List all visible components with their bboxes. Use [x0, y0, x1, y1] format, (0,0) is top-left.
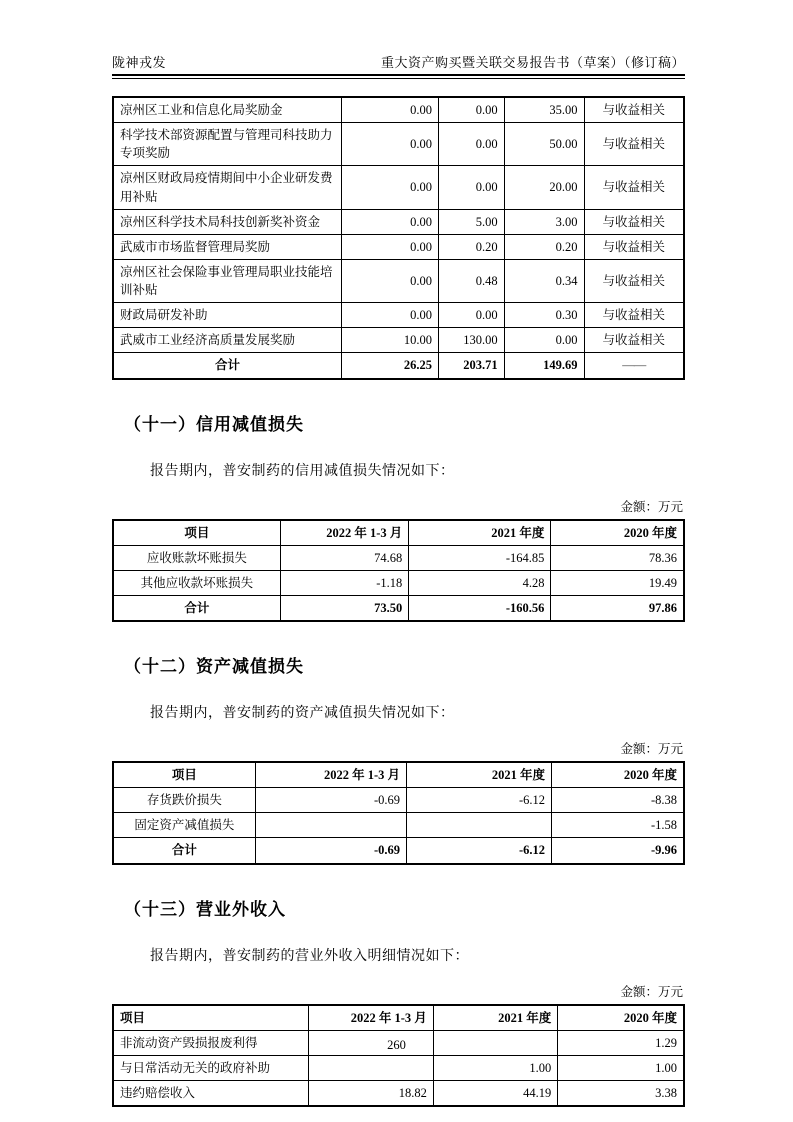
table-cell: 73.50	[280, 595, 408, 621]
table-cell: 财政局研发补助	[113, 303, 341, 328]
table-cell: 97.86	[551, 595, 684, 621]
table-cell: 合计	[113, 595, 280, 621]
running-header	[112, 0, 685, 71]
section-intro-13: 报告期内，普安制药的营业外收入明细情况如下：	[150, 948, 469, 964]
table-cell: 4.28	[409, 570, 551, 595]
table-row	[113, 166, 684, 209]
table-cell: 149.69	[504, 353, 584, 379]
table-cell: 3.38	[558, 1080, 684, 1106]
table-row	[113, 209, 684, 234]
table-cell: 0.00	[438, 303, 504, 328]
table-row	[113, 520, 684, 546]
table-row	[113, 545, 684, 570]
table-cell: 项目	[113, 1005, 309, 1031]
table-cell: 2021 年度	[433, 1005, 557, 1031]
table-cell: 78.36	[551, 545, 684, 570]
asset-impairment-loss-table	[112, 761, 685, 865]
table-cell: 5.00	[438, 209, 504, 234]
table-cell: 26.25	[341, 353, 438, 379]
table-row	[113, 838, 684, 864]
credit-impairment-loss-table-head	[113, 520, 684, 546]
table-cell: 0.20	[438, 234, 504, 259]
table-cell: 0.00	[341, 303, 438, 328]
gov-subsidy-table	[112, 96, 685, 380]
table-cell: 0.00	[341, 166, 438, 209]
table-row	[113, 595, 684, 621]
table-cell: 0.00	[341, 97, 438, 123]
table-cell: -160.56	[409, 595, 551, 621]
table-cell: 0.00	[438, 123, 504, 166]
asset-impairment-loss-table-head	[113, 762, 684, 788]
non-operating-income-table	[112, 1004, 685, 1108]
table-cell: 0.00	[341, 123, 438, 166]
table-cell: 应收账款坏账损失	[113, 545, 280, 570]
table-cell: 2021 年度	[409, 520, 551, 546]
table-cell: 0.30	[504, 303, 584, 328]
section-intro-12: 报告期内，普安制药的资产减值损失情况如下：	[150, 706, 455, 721]
header-divider	[112, 74, 685, 79]
non-operating-income-table-head	[113, 1005, 684, 1031]
table-cell: -6.12	[406, 788, 551, 813]
table-cell: 与收益相关	[584, 303, 684, 328]
header-report-title: 重大资产购买暨关联交易报告书（草案）（修订稿）	[380, 55, 685, 70]
table-row	[113, 123, 684, 166]
table-cell: 2020 年度	[552, 762, 684, 788]
table-cell: 与收益相关	[584, 234, 684, 259]
table-cell: -0.69	[255, 838, 406, 864]
section-heading-12: （十二）资产减值损失	[124, 657, 304, 676]
table-cell: 2022 年 1-3 月	[255, 762, 406, 788]
table-cell: 0.00	[341, 234, 438, 259]
table-cell: 0.20	[504, 234, 584, 259]
table-row	[113, 1005, 684, 1031]
table-cell: 与收益相关	[584, 123, 684, 166]
table-cell: 1.29	[558, 1030, 684, 1055]
table-cell: 2021 年度	[406, 762, 551, 788]
gov-subsidy-table-body	[113, 97, 684, 379]
table-cell: -8.38	[552, 788, 684, 813]
table-cell: 与收益相关	[584, 209, 684, 234]
table-cell: 0.48	[438, 259, 504, 302]
table-cell: -6.12	[406, 838, 551, 864]
table-cell: 130.00	[438, 328, 504, 353]
table-row	[113, 328, 684, 353]
table-cell: 35.00	[504, 97, 584, 123]
table-cell: 项目	[113, 520, 280, 546]
table-cell: 凉州区财政局疫情期间中小企业研发费用补贴	[113, 166, 341, 209]
table-cell: 3.00	[504, 209, 584, 234]
table-cell: 2022 年 1-3 月	[309, 1005, 433, 1031]
table-row	[113, 303, 684, 328]
table-cell: 0.00	[341, 209, 438, 234]
table-cell: 武威市工业经济高质量发展奖励	[113, 328, 341, 353]
table-cell: 与收益相关	[584, 166, 684, 209]
table-cell: 与收益相关	[584, 259, 684, 302]
unit-label-13: 金额：万元	[620, 984, 683, 999]
table-cell: 10.00	[341, 328, 438, 353]
table-row	[113, 813, 684, 838]
table-cell: -164.85	[409, 545, 551, 570]
table-cell: 合计	[113, 838, 255, 864]
table-cell: 19.49	[551, 570, 684, 595]
table-cell: 18.82	[309, 1080, 433, 1106]
table-cell: 凉州区科学技术局科技创新奖补资金	[113, 209, 341, 234]
table-cell: 1.00	[558, 1055, 684, 1080]
section-heading-11: （十一）信用减值损失	[124, 414, 304, 434]
header-company-short-name: 陇神戎发	[112, 55, 167, 70]
table-cell: 74.68	[280, 545, 408, 570]
table-cell: 固定资产减值损失	[113, 813, 255, 838]
table-cell: 非流动资产毁损报废利得	[113, 1030, 309, 1055]
table-cell: -1.18	[280, 570, 408, 595]
table-row	[113, 1080, 684, 1106]
table-cell: 0.00	[438, 166, 504, 209]
table-cell: 0.00	[504, 328, 584, 353]
table-cell: 44.19	[433, 1080, 557, 1106]
table-cell: 50.00	[504, 123, 584, 166]
table-row	[113, 259, 684, 302]
unit-label-11: 金额：万元	[620, 499, 683, 514]
table-cell: -1.58	[552, 813, 684, 838]
table-cell: 科学技术部资源配置与管理司科技助力专项奖励	[113, 123, 341, 166]
table-cell: 0.00	[438, 97, 504, 123]
table-cell: 1.00	[433, 1055, 557, 1080]
asset-impairment-loss-table-body	[113, 788, 684, 864]
table-cell: 203.71	[438, 353, 504, 379]
table-cell: 与日常活动无关的政府补助	[113, 1055, 309, 1080]
table-row	[113, 97, 684, 123]
table-row	[113, 570, 684, 595]
table-cell	[255, 813, 406, 838]
section-heading-13: （十三）营业外收入	[124, 899, 286, 919]
table-cell: 2022 年 1-3 月	[280, 520, 408, 546]
page-content	[112, 0, 685, 1107]
table-cell: 凉州区工业和信息化局奖励金	[113, 97, 341, 123]
table-cell: 存货跌价损失	[113, 788, 255, 813]
table-cell: 违约赔偿收入	[113, 1080, 309, 1106]
table-cell: 2020 年度	[558, 1005, 684, 1031]
table-row	[113, 234, 684, 259]
table-row	[113, 762, 684, 788]
table-cell: 凉州区社会保险事业管理局职业技能培训补贴	[113, 259, 341, 302]
table-row	[113, 353, 684, 379]
table-cell: 项目	[113, 762, 255, 788]
section-intro-11: 报告期内，普安制药的信用减值损失情况如下：	[150, 463, 455, 479]
credit-impairment-loss-table-body	[113, 545, 684, 621]
table-cell: 与收益相关	[584, 97, 684, 123]
table-cell: 武威市市场监督管理局奖励	[113, 234, 341, 259]
table-cell	[406, 813, 551, 838]
table-cell: 2020 年度	[551, 520, 684, 546]
table-cell: 0.34	[504, 259, 584, 302]
credit-impairment-loss-table	[112, 519, 685, 623]
table-cell: 与收益相关	[584, 328, 684, 353]
table-cell: ——	[584, 353, 684, 379]
table-cell: 其他应收款坏账损失	[113, 570, 280, 595]
table-cell: 合计	[113, 353, 341, 379]
table-cell: -0.69	[255, 788, 406, 813]
table-cell	[309, 1055, 433, 1080]
page-number: 260	[387, 1038, 406, 1052]
table-cell: 20.00	[504, 166, 584, 209]
table-cell: -9.96	[552, 838, 684, 864]
table-row	[113, 1055, 684, 1080]
table-cell: 0.00	[341, 259, 438, 302]
table-row	[113, 788, 684, 813]
unit-label-12: 金额：万元	[620, 742, 683, 756]
